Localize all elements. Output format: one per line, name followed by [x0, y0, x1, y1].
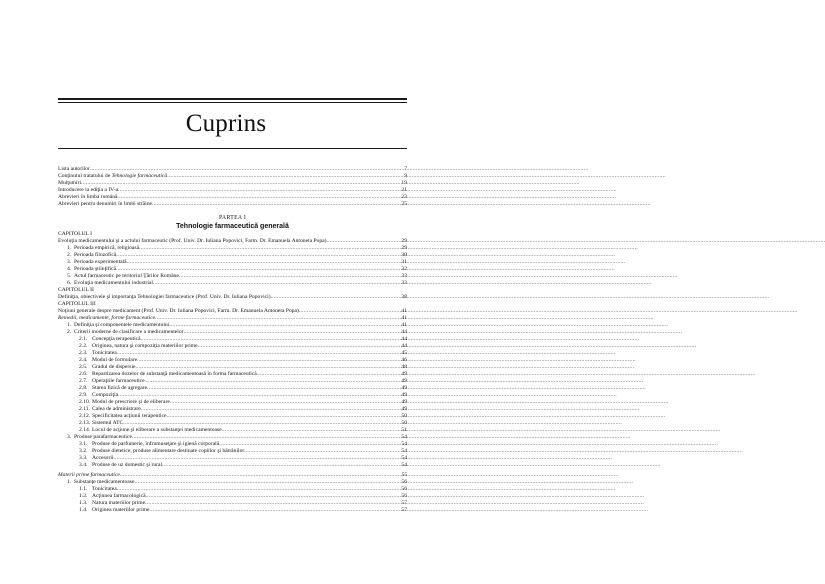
leader-dots: [116, 252, 400, 259]
chapter-3-entry[interactable]: Noţiuni generale despre medicament (Prof. Univ. Dr. Iuliana Popovici, Farm. Dr. Emanuela Antoneta Popa) ..... 41: [58, 308, 407, 315]
toc-entry-label: 2.5. Gradul de dispersie: [79, 364, 136, 370]
section-materii-prime-items: [58, 479, 407, 514]
toc-entry-page: 54: [401, 448, 407, 454]
toc-entry-page: 54: [401, 462, 407, 468]
toc-entry-label: 6. Evoluţia medicamentului industrial: [67, 280, 153, 286]
leader-dots: [132, 434, 400, 441]
toc-entry-label: 1. Definiţia şi componentele medicamentului: [67, 322, 170, 328]
leader-dots: [81, 180, 400, 187]
toc-entry-page: 49: [401, 371, 407, 377]
toc-entry-label: 2. Perioada filozofică: [67, 252, 117, 258]
toc-entry-page: 44: [401, 329, 407, 335]
toc-subentry[interactable]: [58, 266, 407, 273]
toc-entry-number: 6.: [67, 280, 72, 286]
top-thick-rule: [58, 98, 407, 100]
toc-entry-label: 2.3. Tonicitatea: [79, 350, 117, 356]
toc-entry-page: 54: [401, 441, 407, 447]
leader-dots: [244, 448, 400, 455]
toc-subentry[interactable]: [58, 357, 407, 364]
toc-entry-number: 2.11.: [79, 406, 90, 412]
toc-entry-label: 1. Substanţe medicamentoase: [67, 479, 135, 485]
toc-entry-label: 1.3. Natura materiilor prime: [79, 500, 146, 506]
toc-subentry[interactable]: [58, 259, 407, 266]
toc-entry-page: 23: [401, 194, 407, 200]
toc-entry-label: Mulţumiri: [58, 180, 81, 186]
toc-subentry[interactable]: [58, 350, 407, 357]
leader-dots: [219, 441, 400, 448]
toc-entry-page: 49: [401, 392, 407, 398]
toc-entry-page: 44: [401, 336, 407, 342]
toc-entry-page: 33: [401, 273, 407, 279]
toc-subentry[interactable]: [58, 280, 407, 287]
toc-entry-number: 3.: [67, 259, 72, 265]
toc-entry-label: 2. Criterii moderne de clasificare a medicamentelor: [67, 329, 184, 335]
toc-entry-number: 1.4.: [79, 507, 88, 513]
toc-entry-label: 2.7. Operaţiile farmaceutice: [79, 378, 145, 384]
toc-entry-page: 29: [401, 245, 407, 251]
toc-entry-number: 2.2.: [79, 343, 88, 349]
toc-subentry[interactable]: [58, 322, 407, 329]
toc-subentry[interactable]: [58, 462, 407, 469]
toc-entry-number: 1.: [67, 479, 72, 485]
toc-entry-label: Conţinutul tratatului de Tehnologie farmaceutică: [58, 173, 168, 179]
toc-entry-page: 19: [401, 180, 407, 186]
part-label: PARTEA I: [218, 215, 247, 221]
toc-entry-label: 1.1. Tonicitatea: [79, 486, 117, 492]
toc-entry-label: 1.4. Originea materiilor prime: [79, 507, 150, 513]
leader-dots: [167, 173, 400, 180]
toc-subentry[interactable]: [58, 486, 407, 493]
toc-entry-number: 2.9.: [79, 392, 88, 398]
chapter-2-entry[interactable]: Definiţia, obiectivele şi importanţa Tehnologiei farmaceutice (Prof. Univ. Dr. Iuliana Popovici) ..... 38: [58, 294, 407, 301]
toc-entry-number: 1.1.: [79, 486, 88, 492]
chapter-2-heading: CAPITOLUL II: [58, 287, 94, 293]
toc-entry-page: 7: [404, 166, 407, 172]
toc-entry-label: 1.2. Acţiunea farmacologică: [79, 493, 146, 499]
toc-entry-page: 54: [401, 434, 407, 440]
leader-dots: [116, 266, 400, 273]
top-thin-rule: [58, 102, 407, 103]
leader-dots: [153, 280, 400, 287]
toc-entry-number: 1.2.: [79, 493, 88, 499]
table-of-contents: [58, 166, 407, 514]
leader-dots: [141, 406, 400, 413]
toc-subentry[interactable]: [58, 343, 407, 350]
toc-entry-page: 25: [401, 201, 407, 207]
toc-subentry[interactable]: [58, 434, 407, 441]
toc-entry-number: 2.8.: [79, 385, 88, 391]
leader-dots: [139, 245, 400, 252]
toc-subentry[interactable]: [58, 371, 407, 378]
toc-entry-label: Introducere la ediţia a IV-a: [58, 187, 119, 193]
toc-subentry[interactable]: [58, 455, 407, 462]
chapter-3-heading: CAPITOLUL III: [58, 301, 96, 307]
toc-entry[interactable]: [58, 166, 407, 173]
toc-subentry[interactable]: [58, 252, 407, 259]
toc-entry-label: 3. Perioada experimentală: [67, 259, 127, 265]
leader-dots: [152, 201, 400, 208]
toc-entry-label: 2.10. Modul de prescriere şi de eliberare: [79, 399, 170, 405]
section-materii-prime[interactable]: Materii prime farmaceutice ..... 55: [58, 472, 407, 479]
toc-subentry[interactable]: [58, 364, 407, 371]
toc-entry-page: 33: [401, 280, 407, 286]
chapter-1-heading: CAPITOLUL I: [58, 231, 93, 237]
toc-entry-number: 2.5.: [79, 364, 88, 370]
leader-dots: [118, 392, 400, 399]
toc-entry[interactable]: [58, 194, 407, 201]
toc-entry-label: 2.8. Starea fizică de agregare: [79, 385, 148, 391]
leader-dots: [127, 259, 400, 266]
toc-entry-number: 2.1.: [79, 336, 88, 342]
toc-entry[interactable]: [58, 173, 407, 180]
toc-entry-label: 2.12. Specificitatea acţiunii terapeutice: [79, 413, 167, 419]
toc-entry-label: 2.14. Locul de acţiune şi eliberare a substanţei medicamentoase: [79, 427, 222, 433]
toc-entry-number: 1.: [67, 322, 72, 328]
section-remedii[interactable]: Remedii, medicamente, forme farmaceutice ..... 41: [58, 315, 407, 322]
toc-subentry[interactable]: [58, 336, 407, 343]
toc-entry-label: 2.9. Compoziţia: [79, 392, 119, 398]
toc-subentry[interactable]: [58, 500, 407, 507]
toc-subentry[interactable]: [58, 448, 407, 455]
leader-dots: [198, 343, 400, 350]
leader-dots: [137, 357, 400, 364]
toc-entry-page: 46: [401, 357, 407, 363]
toc-subentry[interactable]: [58, 399, 407, 406]
toc-entry-number: 3.1.: [79, 441, 88, 447]
leader-dots: [179, 273, 400, 280]
toc-subentry[interactable]: [58, 273, 407, 280]
toc-entry-page: 49: [401, 378, 407, 384]
leader-dots: [117, 486, 400, 493]
toc-entry-label: 5. Actul farmaceutic pe teritoriul Ţărilor Române: [67, 273, 179, 279]
toc-entry-page: 49: [401, 406, 407, 412]
toc-entry-page: 56: [401, 479, 407, 485]
toc-entry-number: 2.10.: [79, 399, 91, 405]
toc-entry-page: 32: [401, 266, 407, 272]
leader-dots: [257, 371, 400, 378]
toc-entry-number: 5.: [67, 273, 72, 279]
toc-entry-label: 3.4. Produse de uz domestic şi rural: [79, 462, 163, 468]
toc-entry-number: 2.4.: [79, 357, 88, 363]
toc-entry[interactable]: [58, 180, 407, 187]
toc-entry-number: 2.14.: [79, 427, 91, 433]
page-title: Cuprins: [185, 110, 267, 137]
toc-entry-page: 49: [401, 385, 407, 391]
toc-subentry[interactable]: [58, 427, 407, 434]
leader-dots: [146, 493, 400, 500]
leader-dots: [134, 479, 400, 486]
toc-entry-number: 3.2.: [79, 448, 88, 454]
toc-entry-label: 1. Perioada empirică, religioasă: [67, 245, 140, 251]
toc-entry-number: 2.: [67, 329, 72, 335]
leader-dots: [145, 500, 400, 507]
toc-entry-page: 54: [401, 455, 407, 461]
toc-entry-number: 3.4.: [79, 462, 88, 468]
part-title: Tehnologie farmaceutică generală: [176, 223, 289, 230]
leader-dots: [117, 350, 400, 357]
toc-entry-number: 2.13.: [79, 420, 91, 426]
toc-entry-label: 2.1. Concepţia terapeutică: [79, 336, 141, 342]
toc-entry-label: 2.4. Modul de formulare: [79, 357, 138, 363]
leader-dots: [162, 462, 400, 469]
toc-entry-label: 3.3. Accesorii: [79, 455, 114, 461]
toc-entry-page: 56: [401, 486, 407, 492]
leader-dots: [136, 364, 401, 371]
toc-subentry[interactable]: [58, 329, 407, 336]
chapter-1-entry[interactable]: Evoluţia medicamentului şi a actului farmaceutic (Prof. Univ. Dr. Iuliana Popovici, Farm. Dr. Emanuela Antoneta Popa) ..... 29: [58, 238, 407, 245]
toc-entry-page: 51: [401, 427, 407, 433]
toc-entry-number: 2.: [67, 252, 72, 258]
toc-entry-label: Lista autorilor: [58, 166, 90, 172]
toc-entry-label: 2.2. Originea, natura şi compoziţia materiilor prime: [79, 343, 198, 349]
toc-entry-number: 2.3.: [79, 350, 88, 356]
toc-entry-label: Abrevieri în limba română: [58, 194, 118, 200]
toc-entry-page: 50: [401, 420, 407, 426]
leader-dots: [145, 378, 400, 385]
toc-entry-number: 1.3.: [79, 500, 88, 506]
leader-dots: [118, 194, 401, 201]
toc-entry-label: Abrevieri pentru denumiri în limbi străine: [58, 201, 152, 207]
toc-subentry[interactable]: [58, 378, 407, 385]
toc-entry-page: 45: [401, 350, 407, 356]
toc-subentry[interactable]: [58, 493, 407, 500]
leader-dots: [149, 507, 400, 514]
toc-entry-number: 2.7.: [79, 378, 88, 384]
toc-entry-number: 4.: [67, 266, 72, 272]
toc-entry-label: 2.11. Calea de administrare: [79, 406, 141, 412]
toc-subentry[interactable]: [58, 245, 407, 252]
toc-entry-page: 56: [401, 493, 407, 499]
toc-entry-page: 57: [401, 507, 407, 513]
toc-subentry[interactable]: [58, 441, 407, 448]
toc-entry-page: 49: [401, 399, 407, 405]
toc-entry-page: 9: [404, 173, 407, 179]
leader-dots: [169, 322, 400, 329]
toc-entry-number: 3.3.: [79, 455, 88, 461]
toc-subentry[interactable]: [58, 507, 407, 514]
toc-entry-label: 2.6. Repartizarea dozelor de substanţă medicamentoasă în forma farmaceutică: [79, 371, 257, 377]
toc-entry-page: 48: [401, 364, 407, 370]
toc-entry-page: 31: [401, 259, 407, 265]
leader-dots: [123, 420, 400, 427]
toc-entry-page: 21: [401, 187, 407, 193]
toc-entry-page: 44: [401, 343, 407, 349]
leader-dots: [90, 166, 400, 173]
leader-dots: [113, 455, 400, 462]
toc-entry-page: 50: [401, 413, 407, 419]
toc-entry-label: 2.13. Sistemul ATC: [79, 420, 124, 426]
toc-entry-label: 4. Perioada ştiinţifică: [67, 266, 117, 272]
toc-entry-page: 57: [401, 500, 407, 506]
toc-subentry[interactable]: [58, 385, 407, 392]
leader-dots: [141, 336, 400, 343]
toc-subentry[interactable]: [58, 406, 407, 413]
leader-dots: [118, 187, 400, 194]
toc-entry-number: 2.6.: [79, 371, 88, 377]
toc-entry-number: 1.: [67, 245, 72, 251]
section-remedii-items: [58, 322, 407, 469]
toc-entry-page: 30: [401, 252, 407, 258]
chapter-1-items: [58, 245, 407, 287]
toc-entry-page: 41: [401, 322, 407, 328]
leader-dots: [222, 427, 400, 434]
toc-subentry[interactable]: [58, 392, 407, 399]
toc-entry-label: 3.1. Produse de parfumerie, înfrumuseţare şi igienă corporală: [79, 441, 220, 447]
toc-entry[interactable]: [58, 201, 407, 208]
toc-subentry[interactable]: [58, 420, 407, 427]
toc-entry-label: 3.2. Produse dietetice, produse alimentare destinate copiilor şi bătrânilor: [79, 448, 245, 454]
toc-entry[interactable]: [58, 187, 407, 194]
toc-subentry[interactable]: [58, 479, 407, 486]
leader-dots: [184, 329, 401, 336]
leader-dots: [167, 413, 400, 420]
leader-dots: [147, 385, 400, 392]
toc-entry-label: 3. Produse parafarmaceutice: [67, 434, 132, 440]
front-matter-list: [58, 166, 407, 208]
title-underline-rule: [58, 148, 407, 149]
toc-entry-number: 2.12.: [79, 413, 91, 419]
leader-dots: [170, 399, 400, 406]
toc-subentry[interactable]: [58, 413, 407, 420]
toc-entry-number: 3.: [67, 434, 72, 440]
